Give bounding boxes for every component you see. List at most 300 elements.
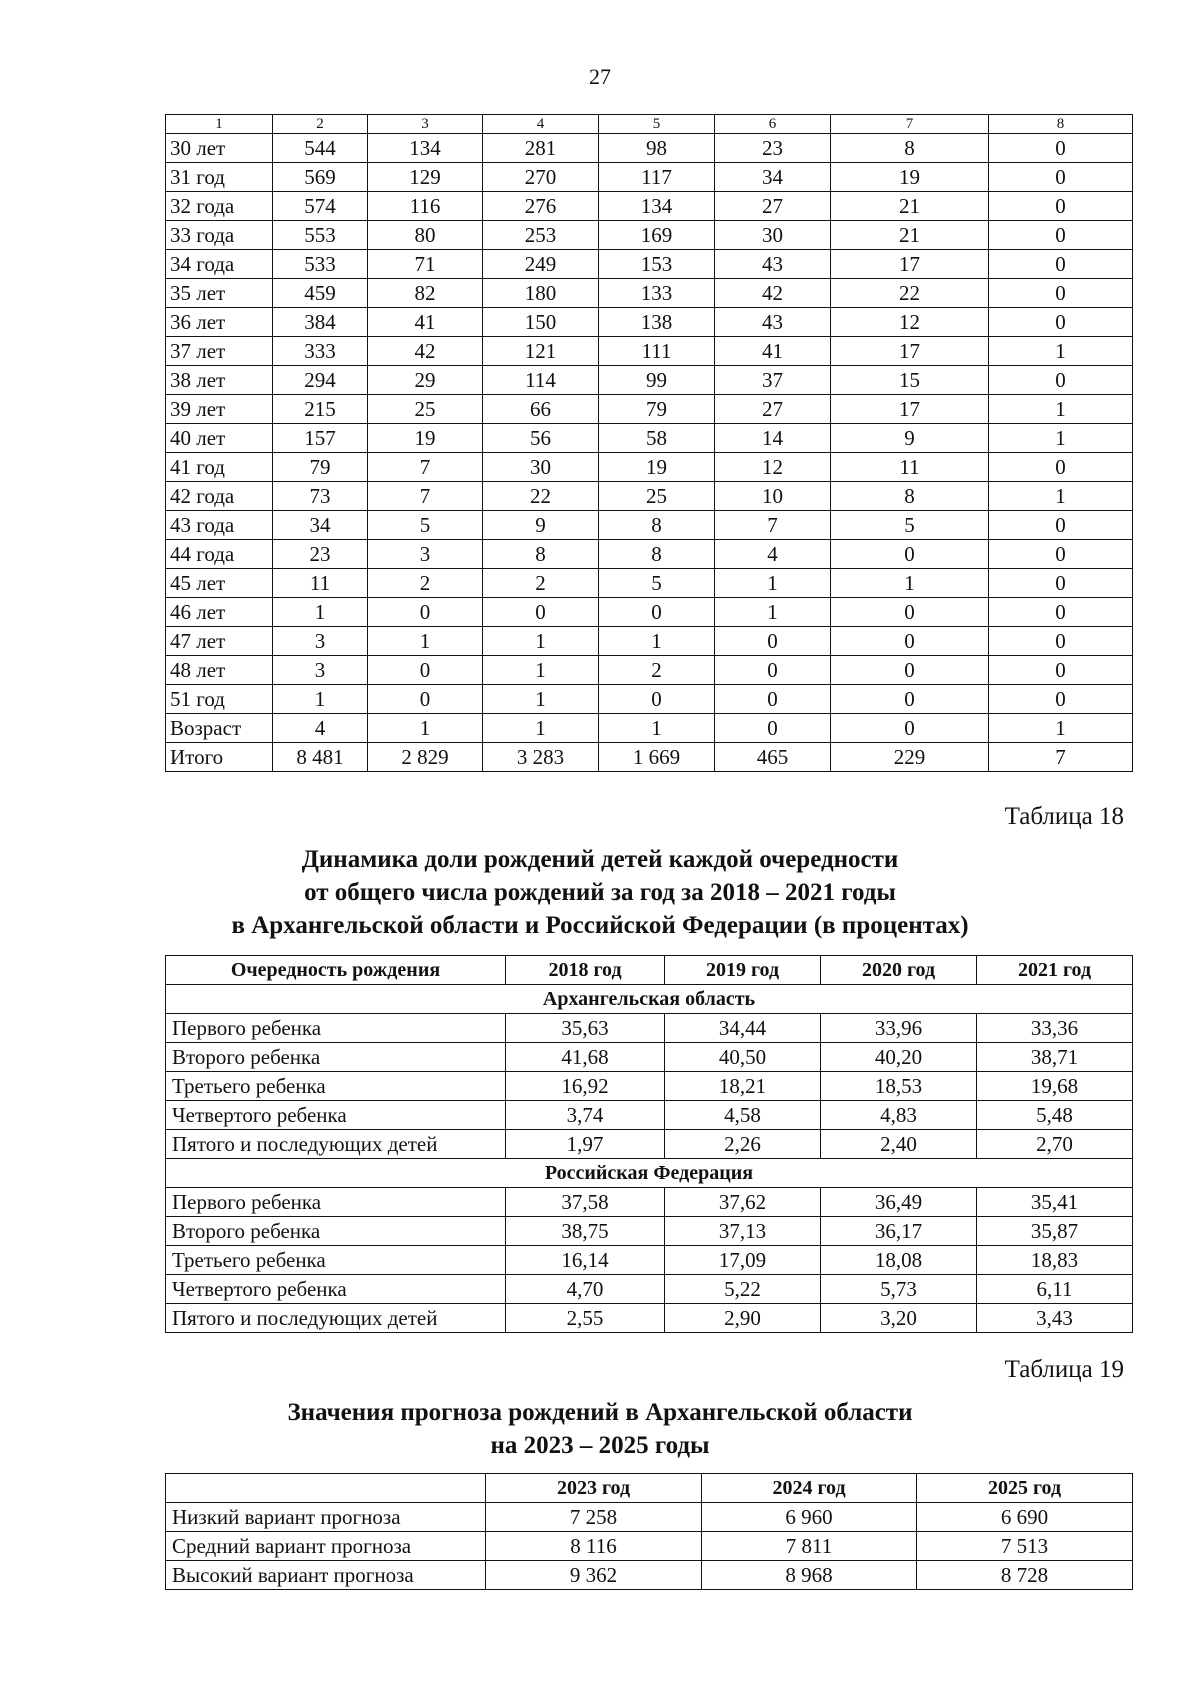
table-cell: 42: [715, 279, 831, 308]
table-cell: 19: [599, 453, 715, 482]
table-row: [166, 598, 1133, 627]
row-label: 51 год: [166, 685, 273, 714]
table-cell: 0: [599, 685, 715, 714]
table-cell: 249: [483, 250, 599, 279]
column-number: 3: [368, 115, 483, 134]
row-label: Первого ребенка: [166, 1188, 506, 1217]
row-label: Первого ребенка: [166, 1014, 506, 1043]
table-cell: 9: [831, 424, 989, 453]
table-cell: 114: [483, 366, 599, 395]
table-cell: 9 362: [486, 1561, 702, 1590]
table-cell: 294: [273, 366, 368, 395]
table-cell: 465: [715, 743, 831, 772]
table-cell: 66: [483, 395, 599, 424]
table-row: [166, 511, 1133, 540]
table-cell: 1: [483, 685, 599, 714]
table-cell: 35,41: [977, 1188, 1133, 1217]
row-label: 46 лет: [166, 598, 273, 627]
table-cell: 37,62: [665, 1188, 821, 1217]
table-cell: 1: [599, 714, 715, 743]
table-row: [166, 1188, 1133, 1217]
table-cell: 79: [599, 395, 715, 424]
table-cell: 2,26: [665, 1130, 821, 1159]
row-label: Итого: [166, 743, 273, 772]
row-label: 41 год: [166, 453, 273, 482]
table-cell: 25: [368, 395, 483, 424]
table-cell: 2,55: [506, 1304, 665, 1333]
table-row: [166, 627, 1133, 656]
table-cell: 16,14: [506, 1246, 665, 1275]
table-cell: 36,49: [821, 1188, 977, 1217]
table-cell: 0: [368, 685, 483, 714]
table-row: [166, 279, 1133, 308]
table-cell: 56: [483, 424, 599, 453]
table-cell: 16,92: [506, 1072, 665, 1101]
table-cell: 7 811: [702, 1532, 917, 1561]
table-row: [166, 1304, 1133, 1333]
column-header: 2023 год: [486, 1474, 702, 1503]
table-cell: 8: [599, 540, 715, 569]
table-cell: 215: [273, 395, 368, 424]
table-cell: 37,58: [506, 1188, 665, 1217]
table-cell: 12: [715, 453, 831, 482]
table-cell: 33,36: [977, 1014, 1133, 1043]
table-cell: 0: [831, 656, 989, 685]
column-header: 2024 год: [702, 1474, 917, 1503]
table-cell: 7: [989, 743, 1133, 772]
table-cell: 5,48: [977, 1101, 1133, 1130]
table-cell: 17,09: [665, 1246, 821, 1275]
row-label: Четвертого ребенка: [166, 1275, 506, 1304]
table-cell: 27: [715, 192, 831, 221]
column-header: Очередность рождения: [166, 956, 506, 985]
table-cell: 19,68: [977, 1072, 1133, 1101]
row-label: Средний вариант прогноза: [166, 1532, 486, 1561]
table-cell: 4,58: [665, 1101, 821, 1130]
row-label: 48 лет: [166, 656, 273, 685]
table-cell: 1 669: [599, 743, 715, 772]
table-row: [166, 714, 1133, 743]
table-cell: 1: [368, 714, 483, 743]
table-cell: 1: [989, 337, 1133, 366]
table-cell: 8: [831, 482, 989, 511]
column-number: 2: [273, 115, 368, 134]
table-row: [166, 482, 1133, 511]
row-label: 44 года: [166, 540, 273, 569]
table-cell: 14: [715, 424, 831, 453]
table-cell: 17: [831, 395, 989, 424]
table-row: [166, 743, 1133, 772]
table-cell: 71: [368, 250, 483, 279]
table-cell: 41: [368, 308, 483, 337]
table-cell: 11: [273, 569, 368, 598]
table-cell: 1: [599, 627, 715, 656]
table-cell: 0: [831, 540, 989, 569]
table-row: [166, 1561, 1133, 1590]
table-cell: 134: [599, 192, 715, 221]
table-cell: 33,96: [821, 1014, 977, 1043]
column-header: [166, 1474, 486, 1503]
table-cell: 0: [831, 598, 989, 627]
column-number: 5: [599, 115, 715, 134]
section-header: Российская Федерация: [166, 1159, 1133, 1188]
table-cell: 0: [989, 134, 1133, 163]
column-header: 2025 год: [917, 1474, 1133, 1503]
table-cell: 553: [273, 221, 368, 250]
table-row: [166, 540, 1133, 569]
table-row: [166, 250, 1133, 279]
table-row: [166, 192, 1133, 221]
table-cell: 5,73: [821, 1275, 977, 1304]
births-by-age-table: [165, 114, 1133, 772]
table-cell: 533: [273, 250, 368, 279]
table-cell: 1: [368, 627, 483, 656]
row-label: 39 лет: [166, 395, 273, 424]
table-18-title: [0, 843, 1200, 942]
table-cell: 2,90: [665, 1304, 821, 1333]
table-cell: 5,22: [665, 1275, 821, 1304]
row-label: 47 лет: [166, 627, 273, 656]
table-cell: 3: [368, 540, 483, 569]
table-cell: 0: [368, 598, 483, 627]
table-cell: 0: [989, 685, 1133, 714]
table-cell: 0: [715, 627, 831, 656]
table-cell: 1: [989, 482, 1133, 511]
table-18-title-line: Динамика доли рождений детей каждой очередности: [301, 846, 899, 873]
table-row: [166, 453, 1133, 482]
row-label: 35 лет: [166, 279, 273, 308]
row-label: Пятого и последующих детей: [166, 1130, 506, 1159]
table-cell: 3,74: [506, 1101, 665, 1130]
table-cell: 1: [273, 598, 368, 627]
table-row: [166, 1130, 1133, 1159]
table-18-caption: Таблица 18: [1004, 803, 1124, 830]
table-cell: 4,83: [821, 1101, 977, 1130]
page-number: 27: [589, 64, 611, 89]
table-cell: 150: [483, 308, 599, 337]
table-cell: 42: [368, 337, 483, 366]
birth-order-share-table: [165, 955, 1133, 1333]
table-cell: 99: [599, 366, 715, 395]
table-cell: 37: [715, 366, 831, 395]
table-row: [166, 1014, 1133, 1043]
table-cell: 1: [831, 569, 989, 598]
table-cell: 5: [368, 511, 483, 540]
table-cell: 7 258: [486, 1503, 702, 1532]
table-cell: 3: [273, 627, 368, 656]
row-label: 38 лет: [166, 366, 273, 395]
table-cell: 6 690: [917, 1503, 1133, 1532]
table-cell: 18,83: [977, 1246, 1133, 1275]
table-cell: 58: [599, 424, 715, 453]
table-18-title-line: от общего числа рождений за год за 2018 – 2021 годы: [304, 879, 896, 906]
table-cell: 17: [831, 250, 989, 279]
table-cell: 157: [273, 424, 368, 453]
table-cell: 3: [273, 656, 368, 685]
column-number: 4: [483, 115, 599, 134]
table-row: [166, 134, 1133, 163]
row-label: Четвертого ребенка: [166, 1101, 506, 1130]
table-cell: 6,11: [977, 1275, 1133, 1304]
table-cell: 79: [273, 453, 368, 482]
column-number-row: [166, 115, 1133, 134]
table-cell: 544: [273, 134, 368, 163]
table-cell: 23: [715, 134, 831, 163]
table-cell: 276: [483, 192, 599, 221]
table-cell: 7: [368, 453, 483, 482]
table-cell: 0: [989, 221, 1133, 250]
table-cell: 12: [831, 308, 989, 337]
row-label: 40 лет: [166, 424, 273, 453]
table-row: [166, 308, 1133, 337]
table-cell: 4: [273, 714, 368, 743]
table-cell: 2: [483, 569, 599, 598]
table-cell: 36,17: [821, 1217, 977, 1246]
table-cell: 34,44: [665, 1014, 821, 1043]
table-row: [166, 1043, 1133, 1072]
table-cell: 17: [831, 337, 989, 366]
row-label: 30 лет: [166, 134, 273, 163]
table-cell: 3,20: [821, 1304, 977, 1333]
table-cell: 22: [831, 279, 989, 308]
column-number: 6: [715, 115, 831, 134]
table-cell: 29: [368, 366, 483, 395]
table-cell: 22: [483, 482, 599, 511]
table-cell: 153: [599, 250, 715, 279]
table-cell: 0: [831, 685, 989, 714]
table-cell: 333: [273, 337, 368, 366]
table-cell: 34: [273, 511, 368, 540]
column-header: 2019 год: [665, 956, 821, 985]
table-19-title: [0, 1396, 1200, 1462]
table-cell: 2,40: [821, 1130, 977, 1159]
table-cell: 270: [483, 163, 599, 192]
table-cell: 8 481: [273, 743, 368, 772]
table-cell: 8 728: [917, 1561, 1133, 1590]
table-row: [166, 1532, 1133, 1561]
table-cell: 180: [483, 279, 599, 308]
table-cell: 4: [715, 540, 831, 569]
table-cell: 0: [989, 366, 1133, 395]
table-cell: 35,87: [977, 1217, 1133, 1246]
table-cell: 0: [989, 656, 1133, 685]
table-cell: 2: [599, 656, 715, 685]
table-cell: 281: [483, 134, 599, 163]
table-cell: 253: [483, 221, 599, 250]
row-label: Возраст: [166, 714, 273, 743]
section-row: [166, 985, 1133, 1014]
row-label: Высокий вариант прогноза: [166, 1561, 486, 1590]
table-cell: 8: [599, 511, 715, 540]
table-cell: 117: [599, 163, 715, 192]
column-number: 7: [831, 115, 989, 134]
table-19-title-line: Значения прогноза рождений в Архангельской области: [287, 1399, 913, 1426]
table-cell: 1,97: [506, 1130, 665, 1159]
table-row: [166, 163, 1133, 192]
table-cell: 43: [715, 308, 831, 337]
table-cell: 7: [368, 482, 483, 511]
table-cell: 8 968: [702, 1561, 917, 1590]
table-cell: 35,63: [506, 1014, 665, 1043]
table-cell: 5: [599, 569, 715, 598]
table-19-title-line: на 2023 – 2025 годы: [490, 1432, 710, 1459]
table-cell: 0: [989, 627, 1133, 656]
table-row: [166, 424, 1133, 453]
table-cell: 19: [831, 163, 989, 192]
table-cell: 38,75: [506, 1217, 665, 1246]
table-cell: 0: [368, 656, 483, 685]
table-cell: 129: [368, 163, 483, 192]
table-cell: 15: [831, 366, 989, 395]
section-header: Архангельская область: [166, 985, 1133, 1014]
table-cell: 1: [715, 569, 831, 598]
table-cell: 229: [831, 743, 989, 772]
table-cell: 8: [831, 134, 989, 163]
table-cell: 0: [989, 308, 1133, 337]
table-cell: 0: [989, 569, 1133, 598]
table-cell: 0: [831, 627, 989, 656]
table-cell: 18,21: [665, 1072, 821, 1101]
table-cell: 7 513: [917, 1532, 1133, 1561]
table-cell: 40,50: [665, 1043, 821, 1072]
table-cell: 0: [989, 598, 1133, 627]
table-cell: 138: [599, 308, 715, 337]
table-cell: 10: [715, 482, 831, 511]
table-cell: 18,53: [821, 1072, 977, 1101]
table-row: [166, 366, 1133, 395]
table-cell: 384: [273, 308, 368, 337]
row-label: Третьего ребенка: [166, 1072, 506, 1101]
table-row: [166, 569, 1133, 598]
table-cell: 169: [599, 221, 715, 250]
row-label: Пятого и последующих детей: [166, 1304, 506, 1333]
table-cell: 80: [368, 221, 483, 250]
row-label: 43 года: [166, 511, 273, 540]
section-row: [166, 1159, 1133, 1188]
table-cell: 0: [483, 598, 599, 627]
table-cell: 38,71: [977, 1043, 1133, 1072]
table-cell: 1: [273, 685, 368, 714]
table-cell: 6 960: [702, 1503, 917, 1532]
table-cell: 1: [989, 395, 1133, 424]
table-cell: 0: [989, 453, 1133, 482]
row-label: 37 лет: [166, 337, 273, 366]
table-cell: 0: [715, 685, 831, 714]
table-cell: 0: [831, 714, 989, 743]
table-18-title-line: в Архангельской области и Российской Федерации (в процентах): [231, 912, 969, 939]
table-cell: 3 283: [483, 743, 599, 772]
table-cell: 3,43: [977, 1304, 1133, 1333]
table-cell: 41: [715, 337, 831, 366]
table-row: [166, 656, 1133, 685]
table-cell: 41,68: [506, 1043, 665, 1072]
table-cell: 111: [599, 337, 715, 366]
birth-forecast-table: [165, 1473, 1133, 1590]
table-cell: 1: [989, 714, 1133, 743]
row-label: 34 года: [166, 250, 273, 279]
table-cell: 2 829: [368, 743, 483, 772]
table-cell: 121: [483, 337, 599, 366]
table-cell: 82: [368, 279, 483, 308]
table-cell: 7: [715, 511, 831, 540]
table-cell: 0: [989, 540, 1133, 569]
row-label: 36 лет: [166, 308, 273, 337]
row-label: Третьего ребенка: [166, 1246, 506, 1275]
table-cell: 0: [715, 714, 831, 743]
row-label: 31 год: [166, 163, 273, 192]
column-header: 2021 год: [977, 956, 1133, 985]
table-cell: 30: [715, 221, 831, 250]
row-label: 42 года: [166, 482, 273, 511]
table-cell: 0: [989, 192, 1133, 221]
row-label: 33 года: [166, 221, 273, 250]
table-cell: 98: [599, 134, 715, 163]
column-number: 1: [166, 115, 273, 134]
table-cell: 30: [483, 453, 599, 482]
table-row: [166, 1101, 1133, 1130]
row-label: 32 года: [166, 192, 273, 221]
table-cell: 25: [599, 482, 715, 511]
table-row: [166, 1072, 1133, 1101]
table-cell: 1: [715, 598, 831, 627]
table-cell: 569: [273, 163, 368, 192]
table-cell: 18,08: [821, 1246, 977, 1275]
table-cell: 1: [483, 627, 599, 656]
table-cell: 5: [831, 511, 989, 540]
table-cell: 459: [273, 279, 368, 308]
column-header: 2020 год: [821, 956, 977, 985]
table-cell: 134: [368, 134, 483, 163]
table-row: [166, 221, 1133, 250]
table-row: [166, 1246, 1133, 1275]
table-cell: 37,13: [665, 1217, 821, 1246]
table-cell: 1: [483, 656, 599, 685]
column-header: 2018 год: [506, 956, 665, 985]
table-cell: 133: [599, 279, 715, 308]
table-cell: 0: [989, 511, 1133, 540]
table-19-caption: Таблица 19: [1004, 1356, 1124, 1383]
table-cell: 0: [989, 279, 1133, 308]
table-cell: 0: [715, 656, 831, 685]
table-cell: 23: [273, 540, 368, 569]
table-row: [166, 1275, 1133, 1304]
row-label: 45 лет: [166, 569, 273, 598]
table-cell: 0: [599, 598, 715, 627]
table-cell: 73: [273, 482, 368, 511]
table-cell: 0: [989, 163, 1133, 192]
column-number: 8: [989, 115, 1133, 134]
table-cell: 574: [273, 192, 368, 221]
table-cell: 1: [989, 424, 1133, 453]
row-label: Второго ребенка: [166, 1217, 506, 1246]
table-cell: 8: [483, 540, 599, 569]
table-row: [166, 1503, 1133, 1532]
table-cell: 2,70: [977, 1130, 1133, 1159]
table-cell: 11: [831, 453, 989, 482]
table-cell: 1: [483, 714, 599, 743]
table-row: [166, 685, 1133, 714]
table-cell: 27: [715, 395, 831, 424]
table-cell: 4,70: [506, 1275, 665, 1304]
table-cell: 34: [715, 163, 831, 192]
table-cell: 2: [368, 569, 483, 598]
table-cell: 43: [715, 250, 831, 279]
table-row: [166, 1217, 1133, 1246]
row-label: Второго ребенка: [166, 1043, 506, 1072]
table-cell: 21: [831, 192, 989, 221]
table-cell: 8 116: [486, 1532, 702, 1561]
table-row: [166, 395, 1133, 424]
